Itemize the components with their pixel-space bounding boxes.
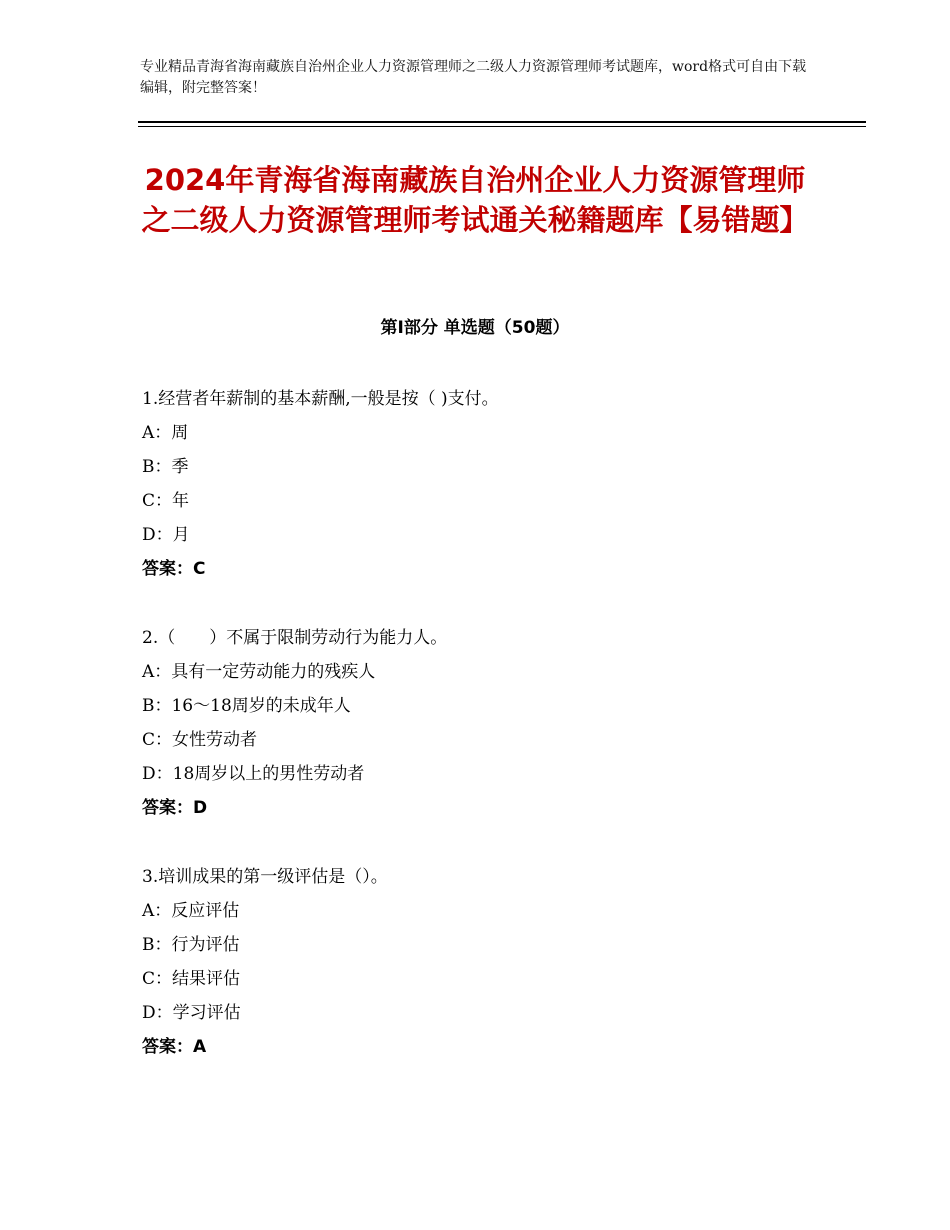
option-b: B：16～18周岁的未成年人 [142, 696, 351, 716]
option-b: B：季 [142, 457, 189, 477]
header-divider-thin [138, 126, 866, 127]
answer-line: 答案：C [142, 559, 206, 579]
section-heading: 第Ⅰ部分 单选题（50题） [380, 318, 570, 338]
document-title: 2024年青海省海南藏族自治州企业人力资源管理师之二级人力资源管理师考试通关秘籍题库【易错题】 [141, 163, 809, 237]
option-c: C：年 [142, 491, 190, 511]
question-1 [142, 382, 842, 586]
header-note: 专业精品青海省海南藏族自治州企业人力资源管理师之二级人力资源管理师考试题库，word格式可自由下载编辑，附完整答案！ [140, 59, 807, 96]
option-d: D：月 [142, 525, 190, 545]
option-c: C：女性劳动者 [142, 730, 258, 750]
question-stem: 2.（ ）不属于限制劳动行为能力人。 [142, 628, 448, 648]
question-stem: 1.经营者年薪制的基本薪酬,一般是按（ )支付。 [142, 389, 499, 409]
option-c: C：结果评估 [142, 969, 241, 989]
option-a: A：周 [142, 423, 189, 443]
header-divider-thick [138, 121, 866, 123]
answer-line: 答案：A [142, 1037, 207, 1057]
option-a: A：反应评估 [142, 901, 240, 921]
option-d: D：学习评估 [142, 1003, 241, 1023]
answer-line: 答案：D [142, 798, 208, 818]
question-2 [142, 621, 842, 825]
question-stem: 3.培训成果的第一级评估是（）。 [142, 867, 388, 887]
option-b: B：行为评估 [142, 935, 240, 955]
option-a: A：具有一定劳动能力的残疾人 [142, 662, 376, 682]
question-3 [142, 860, 842, 1064]
option-d: D：18周岁以上的男性劳动者 [142, 764, 365, 784]
